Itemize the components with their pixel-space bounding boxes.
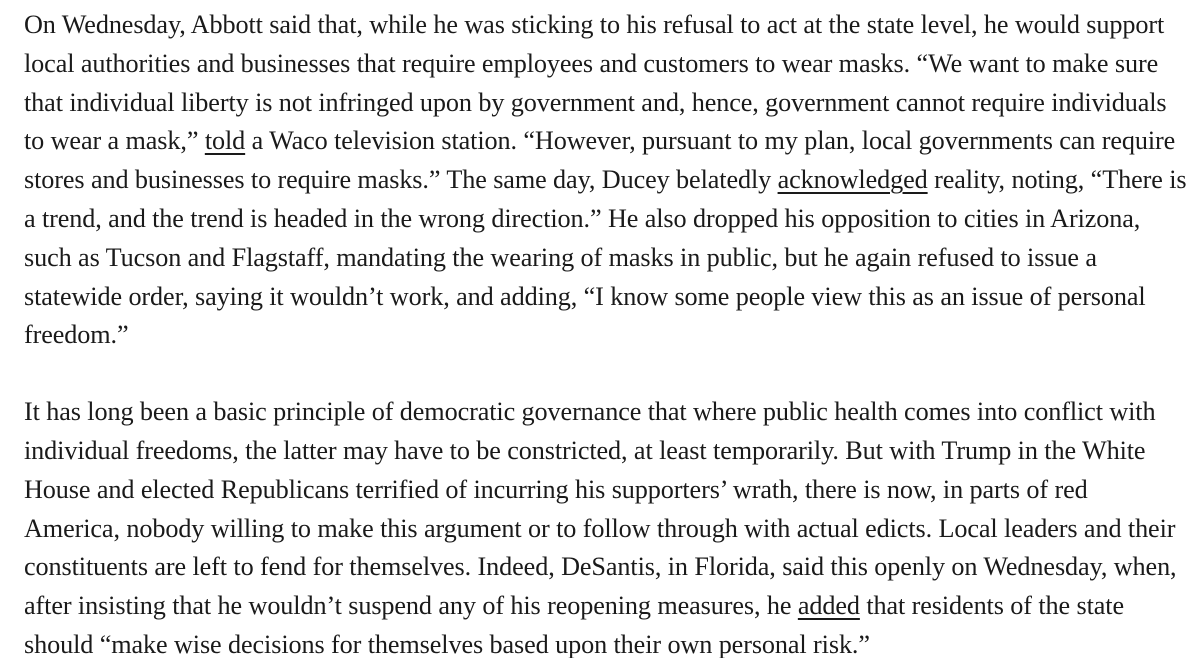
text-segment: to wear a mask,” xyxy=(24,126,205,156)
text-segment: after insisting that he wouldn’t suspend any of his reopening measures, he xyxy=(24,591,798,621)
text-line xyxy=(24,587,1176,626)
text-line: On Wednesday, Abbott said that, while he was sticking to his refusal to act at the state level, he would support xyxy=(24,10,1165,39)
told-link[interactable]: told xyxy=(204,126,246,156)
text-segment: that residents of the state xyxy=(859,591,1124,621)
text-line: individual freedoms, the latter may have to be constricted, at least temporarily. But with Trump in the White xyxy=(24,435,1146,465)
text-line: freedom.” xyxy=(24,320,129,350)
text-line: House and elected Republicans terrified of incurring his supporters’ wrath, there is now, in parts of red xyxy=(24,474,1088,504)
acknowledged-link[interactable]: acknowledged xyxy=(777,165,928,195)
text-line: a trend, and the trend is headed in the wrong direction.” He also dropped his opposition to cities in Arizona, xyxy=(24,203,1141,233)
text-line: such as Tucson and Flagstaff, mandating the wearing of masks in public, but he again refused to issue a xyxy=(24,242,1097,272)
text-line: that individual liberty is not infringed upon by government and, hence, government cannot require individuals xyxy=(24,87,1167,117)
text-line: local authorities and businesses that require employees and customers to wear masks. “We want to make sure xyxy=(24,48,1159,78)
text-line: should “make wise decisions for themselves based upon their own personal risk.” xyxy=(24,629,870,658)
text-segment: reality, noting, “There is xyxy=(927,165,1187,195)
text-line: It has long been a basic principle of democratic governance that where public health comes into conflict with xyxy=(24,397,1156,427)
text-line: constituents are left to fend for themselves. Indeed, DeSantis, in Florida, said this openly on Wednesday, when, xyxy=(24,552,1177,582)
paragraph-2 xyxy=(24,393,1176,658)
added-link[interactable]: added xyxy=(797,591,860,621)
paragraph-1 xyxy=(24,6,1187,355)
text-segment: a Waco television station. “However, pursuant to my plan, local governments can require xyxy=(245,126,1176,156)
text-segment: stores and businesses to require masks.” The same day, Ducey belatedly xyxy=(24,165,778,195)
text-line: statewide order, saying it wouldn’t work, and adding, “I know some people view this as an issue of personal xyxy=(24,281,1146,311)
text-line xyxy=(24,122,1176,161)
text-line: America, nobody willing to make this argument or to follow through with actual edicts. Local leaders and their xyxy=(24,513,1176,543)
text-line xyxy=(24,161,1187,200)
